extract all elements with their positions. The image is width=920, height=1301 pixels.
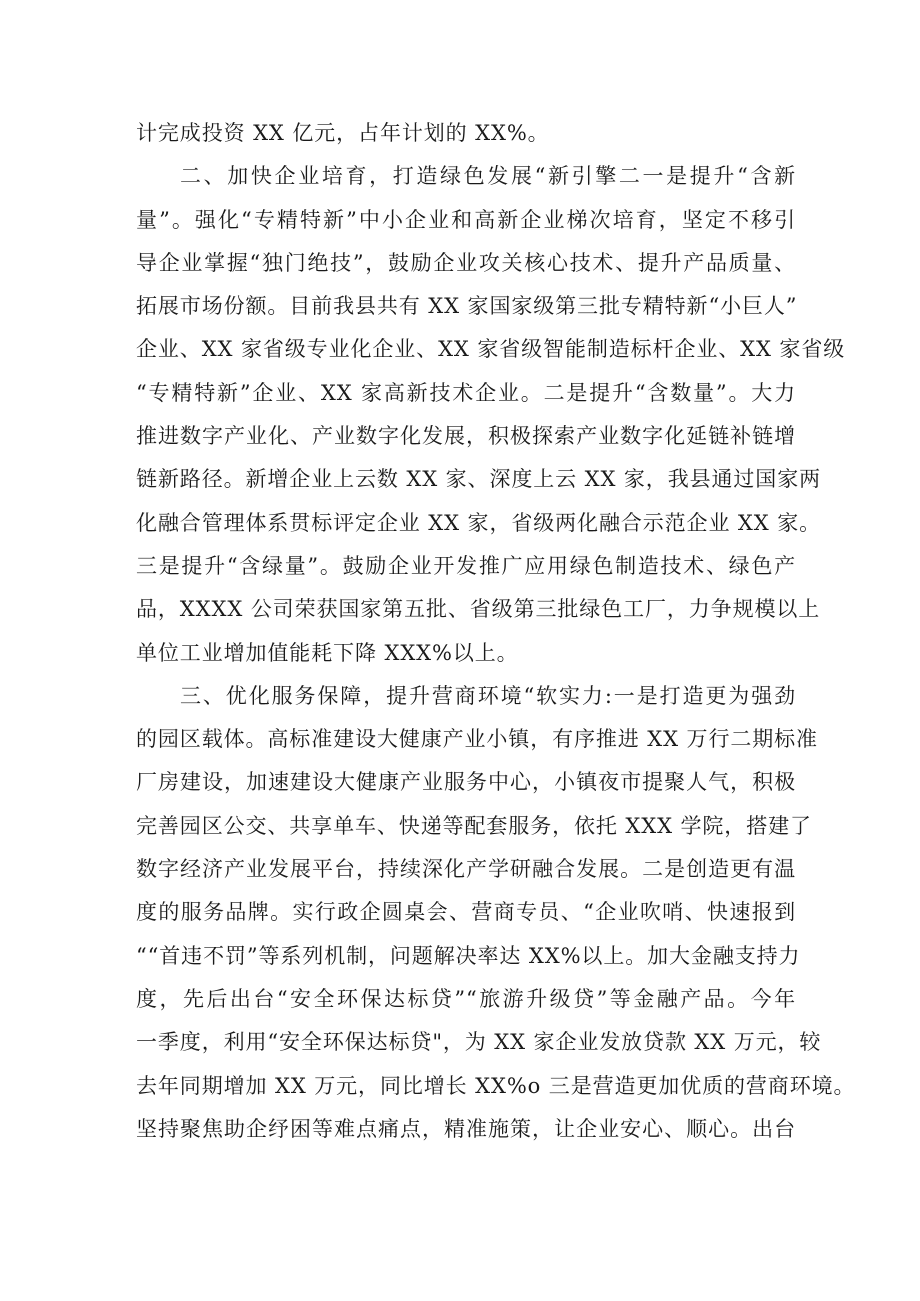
text-line: 品，XXXX 公司荣获国家第五批、省级第三批绿色工厂，力争规模以上	[136, 597, 821, 622]
text-line: 计完成投资 XX 亿元，占年计划的 XX%。	[136, 121, 550, 145]
text-line: 化融合管理体系贯标评定企业 XX 家，省级两化融合示范企业 XX 家。	[136, 510, 821, 535]
text-line: 三是提升“含绿量”。鼓励企业开发推广应用绿色制造技术、绿色产	[136, 553, 796, 578]
text-line: 坚持聚焦助企纾困等难点痛点，精准施策，让企业安心、顺心。出台	[136, 1116, 796, 1141]
text-line: 推进数字产业化、产业数字化发展，积极探索产业数字化延链补链增	[136, 424, 796, 449]
text-line: 去年同期增加 XX 万元，同比增长 XX%o 三是营造更加优质的营商环境。	[136, 1073, 856, 1098]
text-line: 企业、XX 家省级专业化企业、XX 家省级智能制造标杆企业、XX 家省级	[136, 337, 846, 362]
text-line: 度的服务品牌。实行政企圆桌会、营商专员、“企业吹哨、快速报到	[136, 900, 796, 925]
document-body	[136, 112, 856, 1151]
text-line: 二、加快企业培育，打造绿色发展“新引擎二一是提升“含新	[180, 164, 796, 189]
text-line: 量”。强化“专精特新”中小企业和高新企业梯次培育，坚定不移引	[136, 207, 796, 232]
text-line: 链新路径。新增企业上云数 XX 家、深度上云 XX 家，我县通过国家两	[136, 467, 821, 492]
text-line: 度，先后出台“安全环保达标贷”“旅游升级贷”等金融产品。今年	[136, 986, 796, 1011]
text-line: 拓展市场份额。目前我县共有 XX 家国家级第三批专精特新“小巨人”	[136, 294, 798, 319]
text-line: 导企业掌握“独门绝技”，鼓励企业攻关核心技术、提升产品质量、	[136, 250, 796, 275]
text-line: 厂房建设，加速建设大健康产业服务中心，小镇夜市提聚人气，积极	[136, 770, 796, 795]
text-line: 的园区载体。高标准建设大健康产业小镇，有序推进 XX 万行二期标准	[136, 727, 818, 752]
text-line: 一季度，利用“安全环保达标贷"，为 XX 家企业发放贷款 XX 万元，较	[136, 1030, 822, 1055]
text-line: “专精特新”企业、XX 家高新技术企业。二是提升“含数量”。大力	[136, 380, 796, 405]
text-line: ““首违不罚”等系列机制，问题解决率达 XX%以上。加大金融支持力	[136, 943, 801, 968]
text-line: 完善园区公交、共享单车、快递等配套服务，依托 XXX 学院，搭建了	[136, 813, 812, 838]
text-line: 数字经济产业发展平台，持续深化产学研融合发展。二是创造更有温	[136, 857, 796, 882]
text-line: 三、优化服务保障，提升营商环境“软实力:一是打造更为强劲	[180, 683, 796, 708]
text-line: 单位工业增加值能耗下降 XXX%以上。	[136, 640, 519, 665]
